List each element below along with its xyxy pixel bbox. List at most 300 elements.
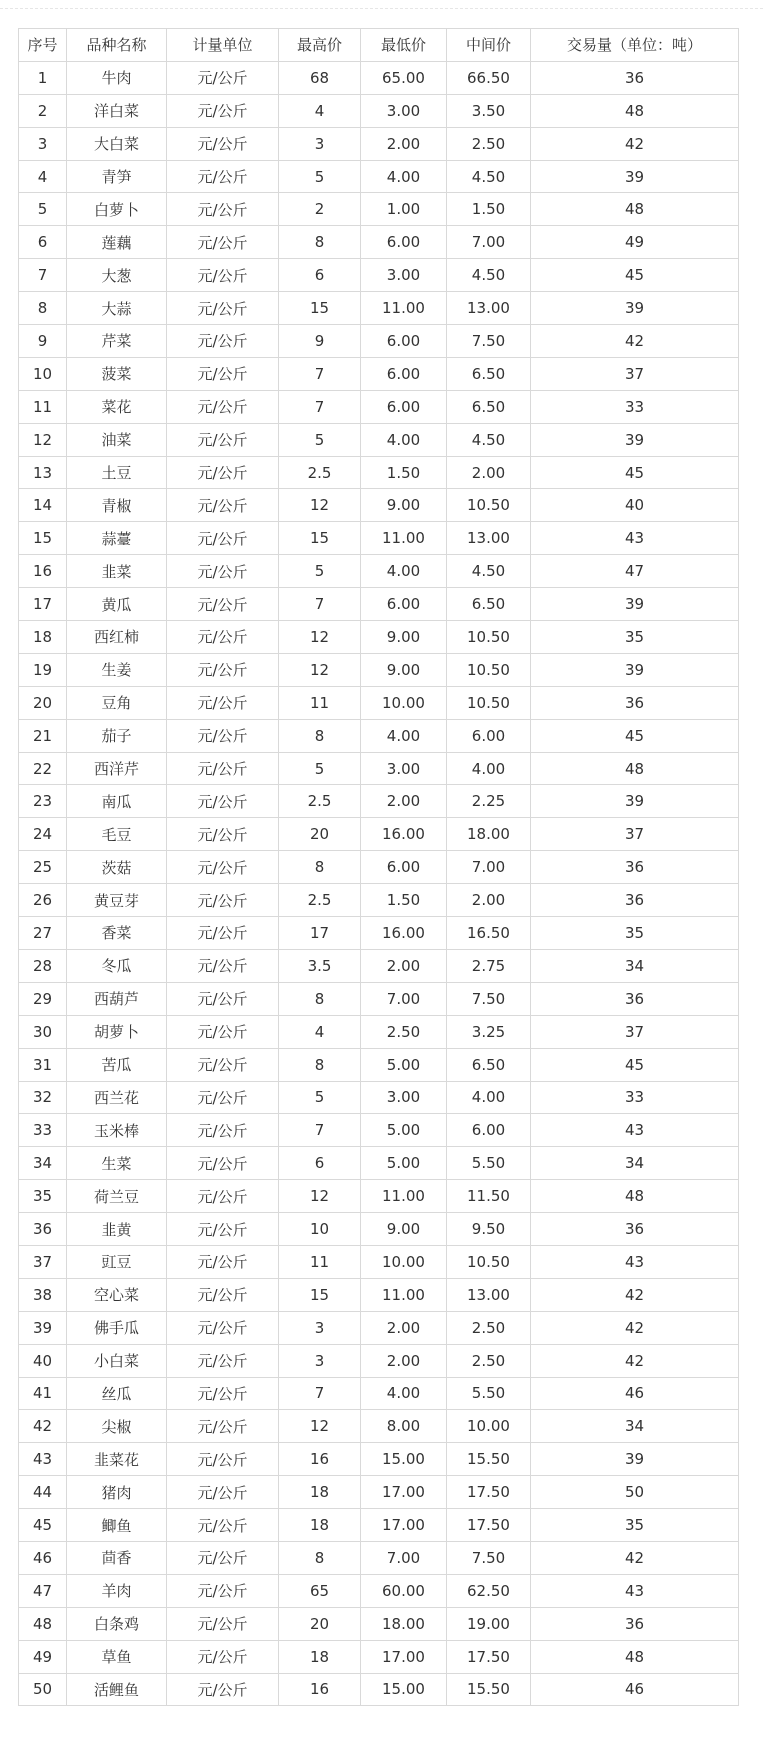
cell-name: 土豆 (67, 456, 167, 489)
cell-name: 大白菜 (67, 127, 167, 160)
table-row (19, 127, 739, 160)
cell-mid-price: 6.50 (447, 390, 531, 423)
cell-volume: 42 (531, 325, 739, 358)
cell-max-price: 12 (279, 653, 361, 686)
cell-unit: 元/公斤 (167, 226, 279, 259)
cell-name: 茄子 (67, 719, 167, 752)
cell-name: 大蒜 (67, 292, 167, 325)
cell-max-price: 5 (279, 555, 361, 588)
table-row (19, 555, 739, 588)
cell-unit: 元/公斤 (167, 1147, 279, 1180)
cell-volume: 39 (531, 423, 739, 456)
cell-name: 小白菜 (67, 1344, 167, 1377)
cell-min-price: 3.00 (361, 94, 447, 127)
table-row (19, 653, 739, 686)
cell-mid-price: 10.50 (447, 686, 531, 719)
table-row (19, 1607, 739, 1640)
cell-index: 29 (19, 982, 67, 1015)
cell-max-price: 7 (279, 588, 361, 621)
cell-max-price: 3.5 (279, 949, 361, 982)
price-table (18, 28, 739, 1706)
cell-volume: 42 (531, 1344, 739, 1377)
cell-unit: 元/公斤 (167, 1015, 279, 1048)
table-row (19, 785, 739, 818)
cell-min-price: 1.00 (361, 193, 447, 226)
table-row (19, 917, 739, 950)
table-row (19, 1541, 739, 1574)
header-row (19, 29, 739, 62)
cell-volume: 40 (531, 489, 739, 522)
header-cell-mid-price: 中间价 (447, 29, 531, 62)
table-row (19, 1311, 739, 1344)
cell-unit: 元/公斤 (167, 94, 279, 127)
cell-name: 生姜 (67, 653, 167, 686)
cell-volume: 36 (531, 982, 739, 1015)
cell-index: 22 (19, 752, 67, 785)
table-row (19, 226, 739, 259)
cell-unit: 元/公斤 (167, 259, 279, 292)
cell-volume: 45 (531, 456, 739, 489)
cell-mid-price: 16.50 (447, 917, 531, 950)
cell-max-price: 12 (279, 1180, 361, 1213)
cell-name: 白条鸡 (67, 1607, 167, 1640)
cell-index: 50 (19, 1673, 67, 1706)
cell-min-price: 6.00 (361, 357, 447, 390)
cell-min-price: 6.00 (361, 588, 447, 621)
cell-unit: 元/公斤 (167, 456, 279, 489)
cell-volume: 34 (531, 1410, 739, 1443)
cell-max-price: 17 (279, 917, 361, 950)
cell-max-price: 3 (279, 1311, 361, 1344)
cell-unit: 元/公斤 (167, 489, 279, 522)
cell-min-price: 4.00 (361, 160, 447, 193)
cell-index: 26 (19, 884, 67, 917)
cell-volume: 42 (531, 1541, 739, 1574)
table-row (19, 1476, 739, 1509)
cell-mid-price: 17.50 (447, 1640, 531, 1673)
cell-unit: 元/公斤 (167, 193, 279, 226)
table-row (19, 949, 739, 982)
cell-index: 10 (19, 357, 67, 390)
cell-volume: 36 (531, 1607, 739, 1640)
cell-volume: 43 (531, 1245, 739, 1278)
cell-mid-price: 4.00 (447, 1081, 531, 1114)
cell-min-price: 3.00 (361, 1081, 447, 1114)
cell-name: 草鱼 (67, 1640, 167, 1673)
cell-mid-price: 13.00 (447, 522, 531, 555)
cell-unit: 元/公斤 (167, 884, 279, 917)
cell-index: 14 (19, 489, 67, 522)
cell-name: 黄豆芽 (67, 884, 167, 917)
cell-unit: 元/公斤 (167, 851, 279, 884)
cell-unit: 元/公斤 (167, 423, 279, 456)
cell-volume: 37 (531, 357, 739, 390)
cell-volume: 43 (531, 522, 739, 555)
cell-max-price: 5 (279, 160, 361, 193)
cell-min-price: 3.00 (361, 752, 447, 785)
cell-min-price: 1.50 (361, 456, 447, 489)
cell-mid-price: 6.50 (447, 588, 531, 621)
cell-unit: 元/公斤 (167, 1114, 279, 1147)
cell-name: 苦瓜 (67, 1048, 167, 1081)
table-row (19, 884, 739, 917)
cell-unit: 元/公斤 (167, 949, 279, 982)
cell-index: 39 (19, 1311, 67, 1344)
cell-min-price: 15.00 (361, 1443, 447, 1476)
cell-max-price: 8 (279, 226, 361, 259)
cell-name: 西葫芦 (67, 982, 167, 1015)
table-row (19, 423, 739, 456)
cell-mid-price: 10.00 (447, 1410, 531, 1443)
cell-name: 荷兰豆 (67, 1180, 167, 1213)
cell-volume: 39 (531, 1443, 739, 1476)
table-row (19, 1048, 739, 1081)
cell-min-price: 1.50 (361, 884, 447, 917)
cell-volume: 42 (531, 1278, 739, 1311)
cell-index: 40 (19, 1344, 67, 1377)
cell-mid-price: 4.50 (447, 423, 531, 456)
cell-index: 25 (19, 851, 67, 884)
cell-unit: 元/公斤 (167, 785, 279, 818)
cell-index: 6 (19, 226, 67, 259)
cell-min-price: 16.00 (361, 818, 447, 851)
cell-unit: 元/公斤 (167, 1048, 279, 1081)
cell-unit: 元/公斤 (167, 621, 279, 654)
cell-max-price: 8 (279, 719, 361, 752)
header-cell-volume: 交易量（单位：吨） (531, 29, 739, 62)
cell-unit: 元/公斤 (167, 522, 279, 555)
cell-min-price: 6.00 (361, 226, 447, 259)
cell-volume: 39 (531, 292, 739, 325)
cell-unit: 元/公斤 (167, 325, 279, 358)
cell-volume: 48 (531, 94, 739, 127)
cell-index: 20 (19, 686, 67, 719)
cell-max-price: 2.5 (279, 456, 361, 489)
cell-index: 47 (19, 1574, 67, 1607)
cell-mid-price: 6.00 (447, 719, 531, 752)
cell-max-price: 15 (279, 292, 361, 325)
cell-name: 香菜 (67, 917, 167, 950)
cell-min-price: 4.00 (361, 719, 447, 752)
cell-volume: 39 (531, 160, 739, 193)
cell-index: 41 (19, 1377, 67, 1410)
table-row (19, 1180, 739, 1213)
cell-mid-price: 3.25 (447, 1015, 531, 1048)
cell-unit: 元/公斤 (167, 127, 279, 160)
cell-min-price: 60.00 (361, 1574, 447, 1607)
cell-index: 30 (19, 1015, 67, 1048)
cell-name: 胡萝卜 (67, 1015, 167, 1048)
cell-min-price: 7.00 (361, 1541, 447, 1574)
header-cell-name: 品种名称 (67, 29, 167, 62)
cell-index: 21 (19, 719, 67, 752)
cell-name: 生菜 (67, 1147, 167, 1180)
table-row (19, 686, 739, 719)
cell-unit: 元/公斤 (167, 357, 279, 390)
cell-unit: 元/公斤 (167, 1509, 279, 1542)
cell-unit: 元/公斤 (167, 61, 279, 94)
cell-max-price: 12 (279, 1410, 361, 1443)
cell-index: 46 (19, 1541, 67, 1574)
cell-name: 韭菜花 (67, 1443, 167, 1476)
cell-unit: 元/公斤 (167, 1311, 279, 1344)
cell-volume: 48 (531, 752, 739, 785)
cell-min-price: 2.00 (361, 949, 447, 982)
cell-index: 38 (19, 1278, 67, 1311)
cell-index: 24 (19, 818, 67, 851)
cell-mid-price: 18.00 (447, 818, 531, 851)
cell-volume: 35 (531, 1509, 739, 1542)
cell-min-price: 17.00 (361, 1476, 447, 1509)
cell-unit: 元/公斤 (167, 1245, 279, 1278)
cell-index: 32 (19, 1081, 67, 1114)
cell-name: 洋白菜 (67, 94, 167, 127)
cell-max-price: 6 (279, 259, 361, 292)
cell-index: 33 (19, 1114, 67, 1147)
cell-volume: 45 (531, 719, 739, 752)
cell-mid-price: 2.25 (447, 785, 531, 818)
cell-min-price: 2.00 (361, 1344, 447, 1377)
cell-max-price: 12 (279, 621, 361, 654)
cell-mid-price: 66.50 (447, 61, 531, 94)
cell-volume: 43 (531, 1114, 739, 1147)
cell-name: 冬瓜 (67, 949, 167, 982)
cell-index: 11 (19, 390, 67, 423)
header-cell-index: 序号 (19, 29, 67, 62)
cell-max-price: 7 (279, 1377, 361, 1410)
cell-mid-price: 4.50 (447, 160, 531, 193)
cell-index: 19 (19, 653, 67, 686)
cell-min-price: 4.00 (361, 555, 447, 588)
cell-volume: 46 (531, 1377, 739, 1410)
table-row (19, 259, 739, 292)
cell-index: 35 (19, 1180, 67, 1213)
cell-mid-price: 19.00 (447, 1607, 531, 1640)
cell-min-price: 2.50 (361, 1015, 447, 1048)
cell-min-price: 9.00 (361, 489, 447, 522)
cell-mid-price: 7.50 (447, 1541, 531, 1574)
cell-name: 空心菜 (67, 1278, 167, 1311)
cell-min-price: 17.00 (361, 1640, 447, 1673)
cell-index: 15 (19, 522, 67, 555)
table-body (19, 61, 739, 1706)
cell-volume: 36 (531, 61, 739, 94)
cell-volume: 37 (531, 1015, 739, 1048)
cell-max-price: 2 (279, 193, 361, 226)
cell-volume: 33 (531, 1081, 739, 1114)
cell-index: 3 (19, 127, 67, 160)
cell-unit: 元/公斤 (167, 686, 279, 719)
cell-index: 8 (19, 292, 67, 325)
cell-unit: 元/公斤 (167, 588, 279, 621)
cell-max-price: 5 (279, 1081, 361, 1114)
cell-min-price: 7.00 (361, 982, 447, 1015)
cell-volume: 45 (531, 259, 739, 292)
cell-mid-price: 7.00 (447, 851, 531, 884)
cell-mid-price: 13.00 (447, 292, 531, 325)
cell-name: 佛手瓜 (67, 1311, 167, 1344)
cell-mid-price: 10.50 (447, 489, 531, 522)
cell-volume: 36 (531, 884, 739, 917)
table-row (19, 1114, 739, 1147)
cell-index: 49 (19, 1640, 67, 1673)
cell-min-price: 3.00 (361, 259, 447, 292)
cell-index: 34 (19, 1147, 67, 1180)
cell-unit: 元/公斤 (167, 653, 279, 686)
table-row (19, 1640, 739, 1673)
cell-volume: 43 (531, 1574, 739, 1607)
cell-volume: 39 (531, 653, 739, 686)
cell-mid-price: 10.50 (447, 653, 531, 686)
cell-min-price: 9.00 (361, 621, 447, 654)
cell-max-price: 65 (279, 1574, 361, 1607)
cell-index: 37 (19, 1245, 67, 1278)
cell-name: 牛肉 (67, 61, 167, 94)
cell-name: 韭菜 (67, 555, 167, 588)
cell-mid-price: 2.75 (447, 949, 531, 982)
cell-volume: 36 (531, 1213, 739, 1246)
cell-min-price: 4.00 (361, 423, 447, 456)
cell-mid-price: 10.50 (447, 1245, 531, 1278)
cell-min-price: 6.00 (361, 325, 447, 358)
cell-volume: 35 (531, 917, 739, 950)
cell-volume: 42 (531, 127, 739, 160)
cell-index: 2 (19, 94, 67, 127)
cell-unit: 元/公斤 (167, 818, 279, 851)
cell-unit: 元/公斤 (167, 160, 279, 193)
cell-min-price: 9.00 (361, 653, 447, 686)
table-row (19, 1245, 739, 1278)
cell-volume: 37 (531, 818, 739, 851)
cell-mid-price: 2.50 (447, 127, 531, 160)
cell-mid-price: 2.00 (447, 884, 531, 917)
cell-name: 油菜 (67, 423, 167, 456)
cell-unit: 元/公斤 (167, 1344, 279, 1377)
cell-unit: 元/公斤 (167, 982, 279, 1015)
cell-index: 18 (19, 621, 67, 654)
cell-max-price: 8 (279, 1048, 361, 1081)
cell-volume: 39 (531, 785, 739, 818)
cell-name: 羊肉 (67, 1574, 167, 1607)
cell-volume: 35 (531, 621, 739, 654)
table-row (19, 1147, 739, 1180)
cell-mid-price: 11.50 (447, 1180, 531, 1213)
cell-min-price: 2.00 (361, 127, 447, 160)
cell-mid-price: 4.50 (447, 259, 531, 292)
cell-min-price: 5.00 (361, 1147, 447, 1180)
cell-unit: 元/公斤 (167, 1640, 279, 1673)
cell-volume: 48 (531, 193, 739, 226)
cell-name: 蒜薹 (67, 522, 167, 555)
cell-max-price: 8 (279, 982, 361, 1015)
cell-max-price: 18 (279, 1476, 361, 1509)
cell-index: 31 (19, 1048, 67, 1081)
cell-volume: 33 (531, 390, 739, 423)
table-row (19, 1443, 739, 1476)
cell-max-price: 18 (279, 1640, 361, 1673)
cell-max-price: 15 (279, 522, 361, 555)
header-cell-min-price: 最低价 (361, 29, 447, 62)
table-row (19, 1213, 739, 1246)
cell-unit: 元/公斤 (167, 292, 279, 325)
table-row (19, 193, 739, 226)
cell-max-price: 8 (279, 851, 361, 884)
table-row (19, 61, 739, 94)
cell-min-price: 2.00 (361, 785, 447, 818)
cell-max-price: 16 (279, 1443, 361, 1476)
cell-unit: 元/公斤 (167, 1541, 279, 1574)
cell-name: 茨菇 (67, 851, 167, 884)
cell-unit: 元/公斤 (167, 1476, 279, 1509)
cell-max-price: 2.5 (279, 884, 361, 917)
cell-index: 48 (19, 1607, 67, 1640)
cell-index: 5 (19, 193, 67, 226)
cell-max-price: 5 (279, 423, 361, 456)
cell-mid-price: 6.50 (447, 1048, 531, 1081)
cell-mid-price: 17.50 (447, 1476, 531, 1509)
cell-name: 尖椒 (67, 1410, 167, 1443)
table-row (19, 1377, 739, 1410)
cell-volume: 48 (531, 1180, 739, 1213)
header-cell-max-price: 最高价 (279, 29, 361, 62)
header-cell-unit: 计量单位 (167, 29, 279, 62)
table-row (19, 1278, 739, 1311)
cell-name: 豆角 (67, 686, 167, 719)
table-row (19, 390, 739, 423)
table-row (19, 1673, 739, 1706)
cell-min-price: 15.00 (361, 1673, 447, 1706)
cell-name: 青椒 (67, 489, 167, 522)
table-row (19, 1509, 739, 1542)
cell-index: 4 (19, 160, 67, 193)
cell-volume: 34 (531, 1147, 739, 1180)
cell-name: 活鲤鱼 (67, 1673, 167, 1706)
cell-index: 7 (19, 259, 67, 292)
cell-mid-price: 15.50 (447, 1673, 531, 1706)
cell-name: 西红柿 (67, 621, 167, 654)
cell-max-price: 6 (279, 1147, 361, 1180)
table-row (19, 588, 739, 621)
cell-max-price: 8 (279, 1541, 361, 1574)
cell-volume: 50 (531, 1476, 739, 1509)
cell-mid-price: 4.00 (447, 752, 531, 785)
cell-max-price: 5 (279, 752, 361, 785)
cell-index: 17 (19, 588, 67, 621)
cell-index: 9 (19, 325, 67, 358)
cell-min-price: 65.00 (361, 61, 447, 94)
cell-unit: 元/公斤 (167, 1443, 279, 1476)
cell-mid-price: 5.50 (447, 1377, 531, 1410)
cell-name: 南瓜 (67, 785, 167, 818)
cell-mid-price: 6.50 (447, 357, 531, 390)
table-row (19, 818, 739, 851)
cell-mid-price: 4.50 (447, 555, 531, 588)
cell-mid-price: 3.50 (447, 94, 531, 127)
cell-index: 36 (19, 1213, 67, 1246)
table-row (19, 1574, 739, 1607)
table-row (19, 160, 739, 193)
cell-unit: 元/公斤 (167, 1081, 279, 1114)
cell-max-price: 16 (279, 1673, 361, 1706)
table-row (19, 1344, 739, 1377)
cell-max-price: 7 (279, 390, 361, 423)
cell-mid-price: 7.50 (447, 982, 531, 1015)
cell-name: 茴香 (67, 1541, 167, 1574)
cell-mid-price: 2.50 (447, 1311, 531, 1344)
cell-max-price: 20 (279, 1607, 361, 1640)
cell-max-price: 10 (279, 1213, 361, 1246)
cell-max-price: 15 (279, 1278, 361, 1311)
